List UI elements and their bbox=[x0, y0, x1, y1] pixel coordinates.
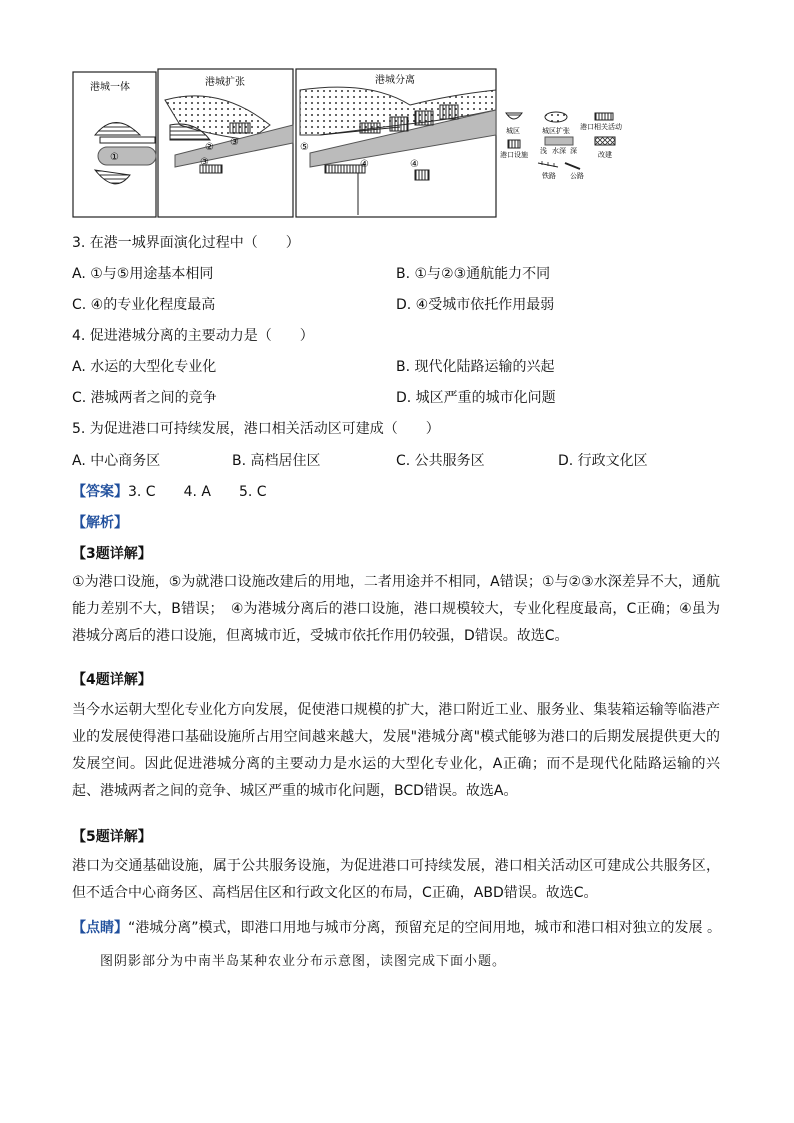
figure-legend bbox=[500, 112, 622, 180]
marker-3b: ③ bbox=[200, 157, 209, 168]
question-5-stem: 5. 为促进港口可持续发展，港口相关活动区可建成（ ） bbox=[72, 421, 440, 437]
legend-rebuilt: 改建 bbox=[598, 151, 612, 159]
answer-label: 【答案】 bbox=[72, 484, 128, 500]
panel-title-2: 港城扩张 bbox=[205, 77, 245, 88]
panel-port-city-unified bbox=[73, 72, 156, 217]
detail-3-label: 【3题详解】 bbox=[72, 546, 152, 562]
marker-5: ⑤ bbox=[300, 142, 309, 153]
q3-option-d: D. ④受城市依托作用最弱 bbox=[396, 297, 555, 313]
panel-port-city-expansion bbox=[158, 69, 293, 217]
q3-option-c: C. ④的专业化程度最高 bbox=[72, 297, 216, 313]
port-city-evolution-figure bbox=[70, 65, 660, 220]
detail-4-label: 【4题详解】 bbox=[72, 672, 152, 688]
detail-5-text: 港口为交通基础设施，属于公共服务设施，为促进港口可持续发展，港口相关活动区可建成公共服务区，但不适合中心商务区、高档居住区和行政文化区的布局，C正确，ABD错误。故选C。 bbox=[72, 858, 720, 901]
marker-1a: ① bbox=[110, 152, 119, 163]
analysis-label: 【解析】 bbox=[72, 515, 128, 531]
q4-option-d: D. 城区严重的城市化问题 bbox=[396, 390, 556, 406]
marker-4a: ④ bbox=[360, 159, 369, 170]
detail-5-label: 【5题详解】 bbox=[72, 829, 152, 845]
legend-port-activity: 港口相关活动 bbox=[580, 123, 622, 131]
question-3-stem: 3. 在港一城界面演化过程中（ ） bbox=[72, 235, 300, 251]
detail-4-text: 当今水运朝大型化专业化方向发展，促使港口规模的扩大，港口附近工业、服务业、集装箱运输等临港产业的发展使得港口基础设施所占用空间越来越大，发展"港城分离"模式能够为港口的后期发展提供更大的发展空间。因此促进港城分离的主要动力是水运的大型化专业化，A正确；而不是现代化陆路运输的兴起、港城两者之间的竞争、城区严重的城市化问题，BCD错误。故选A。 bbox=[72, 702, 720, 799]
legend-railway: 铁路 bbox=[542, 172, 556, 180]
next-question-intro: 图阴影部分为中南半岛某种农业分布示意图，读图完成下面小题。 bbox=[100, 954, 507, 969]
legend-water-depth: 水深 bbox=[552, 147, 566, 155]
q5-option-b: B. 高档居住区 bbox=[232, 453, 321, 469]
tip-label: 【点睛】 bbox=[72, 920, 128, 936]
panel-title-1: 港城一体 bbox=[90, 82, 130, 93]
q3-option-a: A. ①与⑤用途基本相同 bbox=[72, 266, 214, 282]
marker-4b: ④ bbox=[410, 159, 419, 170]
marker-3a: ③ bbox=[230, 137, 239, 148]
q4-option-b: B. 现代化陆路运输的兴起 bbox=[396, 359, 555, 375]
legend-depth-deep: 深 bbox=[570, 147, 577, 155]
q5-option-a: A. 中心商务区 bbox=[72, 453, 161, 469]
marker-2: ② bbox=[205, 142, 214, 153]
panel-port-city-separation bbox=[296, 69, 496, 217]
legend-city-expansion: 城区扩张 bbox=[542, 127, 570, 135]
legend-port-facility: 港口设施 bbox=[500, 151, 528, 159]
q5-option-d: D. 行政文化区 bbox=[558, 453, 648, 469]
q4-option-a: A. 水运的大型化专业化 bbox=[72, 359, 217, 375]
q3-option-b: B. ①与②③通航能力不同 bbox=[396, 266, 551, 282]
q5-option-c: C. 公共服务区 bbox=[396, 453, 485, 469]
detail-3-text: ①为港口设施，⑤为就港口设施改建后的用地，二者用途并不相同，A错误；①与②③水深差异不大，通航能力差别不大，B错误； ④为港城分离后的港口设施，港口规模较大，专业化程度最高，C正确；④虽为港城分离后的港口设施，但离城市近，受城市依托作用仍较强，D错误。故选C。 bbox=[72, 574, 720, 644]
tip-text: “港城分离”模式，即港口用地与城市分离，预留充足的空间用地，城市和港口相对独立的发展 。 bbox=[128, 920, 721, 936]
tip-line bbox=[72, 918, 721, 938]
legend-depth-shallow: 浅 bbox=[540, 147, 547, 155]
panel-title-3: 港城分离 bbox=[375, 75, 415, 86]
legend-highway: 公路 bbox=[570, 172, 584, 180]
answer-text: 3. C 4. A 5. C bbox=[128, 484, 267, 500]
question-4-stem: 4. 促进港城分离的主要动力是（ ） bbox=[72, 328, 314, 344]
answer-line bbox=[72, 482, 267, 502]
legend-city-area: 城区 bbox=[506, 127, 520, 135]
q4-option-c: C. 港城两者之间的竞争 bbox=[72, 390, 217, 406]
